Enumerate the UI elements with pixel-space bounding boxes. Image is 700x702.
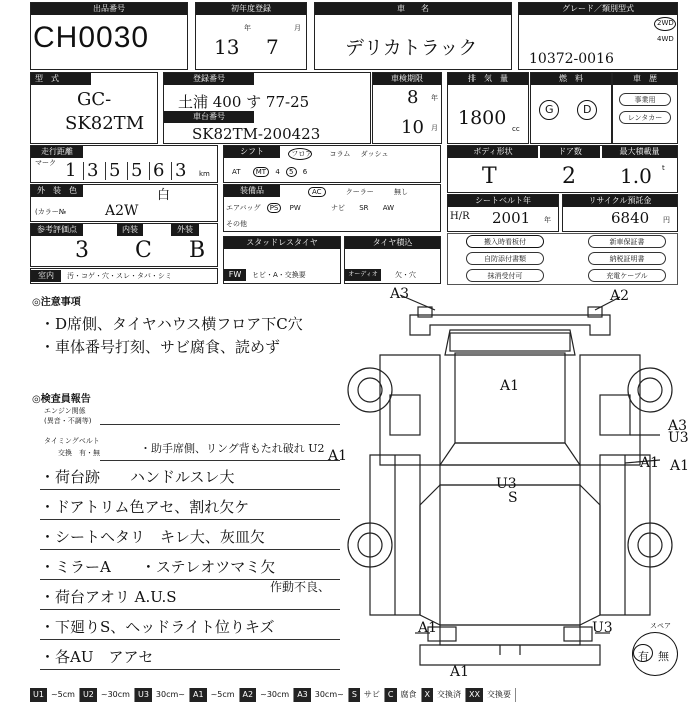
grade-label: グレード／類別型式 (519, 3, 677, 15)
lot-label: 出品番号 (31, 3, 187, 15)
body-type-value: T (482, 164, 497, 189)
mileage-separator (127, 162, 128, 180)
fuel-label: 燃 料 (531, 73, 611, 85)
seatbelt-prefix: H/R (450, 211, 470, 222)
color-value: 白 (157, 188, 171, 203)
model-label: 型 式 (31, 73, 91, 85)
legend-key: A1 (190, 688, 207, 702)
history-rental: レンタカー (619, 111, 671, 124)
exterior-label: 外装 (171, 224, 199, 236)
inspector-item-line (40, 519, 340, 520)
recycle-value: 6840 (611, 209, 650, 227)
spare-label: スペア (650, 622, 671, 630)
recycle-box (562, 194, 678, 232)
airbag-label: エアバッグ (226, 204, 261, 212)
grade-value: 10372-0016 (529, 51, 614, 67)
inspector-item: ・荷台アオリ A.U.S (40, 588, 177, 606)
interior-label: 内装 (117, 224, 143, 236)
mileage-mark-label: マーク (35, 159, 56, 167)
shift-mt: MT (253, 167, 269, 177)
equipment-row2 (226, 203, 394, 213)
recycle-unit: 円 (663, 216, 670, 224)
shift-6: 6 (302, 168, 308, 176)
capacity-value: 1.0 (620, 164, 652, 188)
color-label: 外 装 色 (31, 185, 83, 197)
mileage-separator (83, 162, 84, 180)
inspection-box (372, 72, 442, 144)
mileage-digit: 6 (153, 160, 165, 181)
studless-fw: FW (224, 269, 246, 281)
cabin-text: 汚・コゲ・穴・スレ・タバ・シミ (67, 272, 172, 280)
displacement-label: 排 気 量 (448, 73, 528, 85)
buttons-box (447, 233, 678, 285)
seatbelt-unit: 年 (544, 216, 551, 224)
spare-yes: 有 (638, 650, 649, 663)
color-code-label: (カラー№ (35, 208, 67, 216)
interior-value: C (135, 238, 152, 263)
diagram-label: S (508, 490, 518, 506)
color-code-value: A2W (105, 203, 139, 219)
lot-box (30, 2, 188, 70)
history-commercial: 事業用 (619, 93, 671, 106)
shift-dash: ダッシュ (360, 150, 389, 158)
shift-label: シフト (224, 146, 280, 158)
notes-line1: ・D席側、タイヤハウス横フロア下C穴 (40, 315, 303, 333)
shift-column: コラム (329, 150, 351, 158)
inspector-item: ・ミラーA ・ステレオツマミ欠 (40, 558, 276, 576)
spare-yes-circle (633, 644, 653, 662)
body-box (447, 145, 678, 193)
inspection-label: 車検期限 (373, 73, 441, 85)
inspector-item-line (40, 489, 340, 490)
notes-line2: ・車体番号打刻、サビ腐食、読めず (40, 338, 281, 356)
mileage-separator (105, 162, 106, 180)
reg-year-unit: 年 (244, 24, 251, 32)
displacement-box (447, 72, 529, 144)
legend-value: 30cm~ (311, 688, 349, 702)
inspector-item: ・シートヘタリ キレ大、灰皿欠 (40, 528, 265, 546)
tire-audio-label: オーディオ (345, 269, 381, 281)
first-reg-box (195, 2, 307, 70)
inspector-title: ◎検査員報告 (32, 394, 91, 405)
engine-line (100, 424, 340, 425)
notes-title: ◎注意事項 (32, 297, 81, 308)
shift-at: AT (232, 168, 241, 176)
equip-none: 無し (394, 188, 409, 196)
legend-value: 交換済 (433, 688, 466, 702)
btn-cancel[interactable]: 抹消受付可 (466, 269, 544, 282)
equipment-other: その他 (226, 220, 247, 228)
grade-box (518, 2, 678, 70)
legend-key: C (385, 688, 397, 702)
legend-key: A2 (240, 688, 257, 702)
seatbelt-box (447, 194, 559, 232)
mileage-digit: 5 (109, 160, 121, 181)
fuel-box (530, 72, 612, 144)
shift-box (223, 145, 441, 183)
inspector-item: ・各AU アアセ (40, 648, 154, 666)
inspector-item-line (40, 579, 340, 580)
vehicle-diagram (340, 285, 700, 685)
exterior-value: B (189, 238, 206, 263)
registration-value: 土浦 400 す 77-25 (178, 93, 310, 111)
model-line2: SK82TM (65, 113, 145, 134)
btn-kanban[interactable]: 搬入時看板付 (466, 235, 544, 248)
history-label: 車 歴 (613, 73, 677, 85)
diagram-label: U3 (592, 620, 613, 636)
legend-key: XX (466, 688, 483, 702)
mileage-separator (149, 162, 150, 180)
inspection-month: 10 (401, 117, 424, 138)
studless-box (223, 236, 341, 284)
evaluation-value: 3 (75, 238, 89, 263)
color-box (30, 184, 218, 222)
studless-label: スタッドレスタイヤ (224, 237, 340, 249)
car-name-label: 車 名 (315, 3, 511, 15)
tire-load-box (344, 236, 441, 284)
legend-value: ~30cm (97, 688, 135, 702)
legend-value: 30cm~ (152, 688, 190, 702)
inspector-item: ・ドアトリム色アセ、割れ欠ケ (40, 498, 250, 516)
doors-label: ドア数 (540, 146, 600, 158)
diagram-label: A1 (670, 458, 690, 474)
inspector-item-line (40, 669, 340, 670)
diagram-label: A3 (390, 286, 410, 302)
diagram-label: A1 (450, 664, 470, 680)
studless-items: ヒビ・A・交換要 (252, 271, 306, 279)
legend-key: A3 (294, 688, 311, 702)
diagram-label: A2 (610, 288, 630, 304)
equipment-box (223, 184, 441, 232)
inspector-item: ・荷台跡 ハンドルスレ大 (40, 468, 235, 486)
btn-warranty[interactable]: 新車保証書 (588, 235, 666, 248)
chassis-value: SK82TM-200423 (192, 125, 321, 143)
inspection-year-unit: 年 (431, 94, 438, 102)
capacity-unit: t (662, 164, 665, 172)
inspection-year: 8 (407, 87, 419, 108)
legend-key: S (349, 688, 360, 702)
car-name-box (314, 2, 512, 70)
capacity-label: 最大積載量 (602, 146, 677, 158)
history-box (612, 72, 678, 144)
displacement-unit: cc (512, 125, 520, 133)
first-reg-label: 初年度登録 (196, 3, 306, 15)
shift-row1 (288, 148, 389, 160)
btn-tax[interactable]: 納税証明書 (588, 252, 666, 265)
registration-label: 登録番号 (164, 73, 254, 85)
evaluation-label: 参考評価点 (31, 224, 83, 236)
inspector-item-line (40, 549, 340, 550)
legend-key: U2 (80, 688, 97, 702)
spare-none: 無 (658, 650, 669, 663)
doors-value: 2 (562, 164, 576, 189)
exchange-note: ・助手席側、リング背もたれ破れ U2 (140, 442, 325, 455)
model-line1: GC- (77, 89, 112, 110)
timing-label: タイミングベルト (44, 437, 100, 445)
cabin-label: 室内 (31, 270, 61, 282)
tire-load-label: タイヤ積込 (345, 237, 440, 249)
drive-2wd: 2WD (657, 19, 674, 27)
inspector-extra: 作動不良、 (270, 580, 331, 594)
mileage-digit: 3 (175, 160, 187, 181)
legend-value: ~5cm (207, 688, 240, 702)
mileage-digit: 3 (87, 160, 99, 181)
btn-documents[interactable]: 自防添付書類 (466, 252, 544, 265)
seatbelt-label: シートベルト年 (448, 195, 558, 207)
reg-month: 7 (266, 35, 279, 59)
equip-sr: SR (359, 204, 369, 212)
shift-floor: フロア (291, 150, 313, 158)
shift-5: 5 (286, 167, 296, 177)
inspector-item: ・下廻りS、ヘッドライト位りキズ (40, 618, 275, 636)
mileage-digit: 1 (65, 160, 77, 181)
diagram-label: A1 (418, 620, 438, 636)
seatbelt-value: 2001 (492, 209, 531, 227)
legend-value: ~30cm (256, 688, 294, 702)
inspection-month-unit: 月 (431, 124, 438, 132)
mileage-box (30, 145, 218, 183)
cabin-row (30, 268, 218, 284)
displacement-value: 1800 (458, 107, 507, 129)
fuel-g: G (545, 103, 554, 116)
mileage-separator (171, 162, 172, 180)
timing-line (100, 460, 340, 461)
btn-charge-cable[interactable]: 充電ケーブル (588, 269, 666, 282)
legend-value: サビ (360, 688, 385, 702)
registration-box (163, 72, 371, 144)
lot-number: CH0030 (33, 21, 150, 54)
diagram-label: A1 (500, 378, 520, 394)
engine-sub: (異音・不調等) (44, 417, 92, 425)
tire-load-items: 欠・穴 (395, 271, 416, 279)
legend-key: X (422, 688, 433, 702)
legend-key: U3 (135, 688, 152, 702)
drive-4wd: 4WD (657, 35, 674, 43)
chassis-label: 車台番号 (164, 111, 254, 123)
equip-navi: ナビ (330, 204, 345, 212)
inspector-item-line (40, 609, 340, 610)
equip-cooler: クーラー (345, 188, 374, 196)
mileage-digit: 5 (131, 160, 143, 181)
equip-aw: AW (382, 204, 395, 212)
equip-pw: PW (289, 204, 301, 212)
equipment-label: 装備品 (224, 185, 280, 197)
legend-value: ~5cm (47, 688, 80, 702)
reg-year: 13 (214, 35, 240, 59)
fuel-d: D (583, 103, 592, 116)
shift-4: 4 (275, 168, 280, 176)
diagram-label: U3 (668, 430, 689, 446)
legend-value: 腐食 (397, 688, 422, 702)
reg-month-unit: 月 (294, 24, 301, 32)
model-box (30, 72, 158, 144)
evaluation-box (30, 223, 218, 267)
legend-key: U1 (30, 688, 47, 702)
inspector-item-line (40, 639, 340, 640)
exchange-label: 交換 有・無 (58, 449, 100, 457)
recycle-label: リサイクル預託金 (563, 195, 677, 207)
diagram-label: A1 (328, 448, 348, 464)
diagram-label: A1 (640, 455, 660, 471)
legend-value: 交換要 (483, 688, 516, 702)
engine-label: エンジン関係 (44, 407, 86, 415)
shift-row2 (232, 168, 307, 176)
mileage-unit: km (199, 170, 210, 178)
diagram-label: A3 (668, 418, 688, 434)
body-type-label: ボディ形状 (448, 146, 538, 158)
car-name: デリカトラック (345, 37, 478, 59)
mileage-label: 走行距離 (31, 146, 83, 158)
equipment-row1 (308, 187, 408, 197)
equip-ac: AC (308, 187, 326, 197)
equip-ps: PS (267, 203, 282, 213)
diagram-label: U3 (496, 476, 517, 492)
